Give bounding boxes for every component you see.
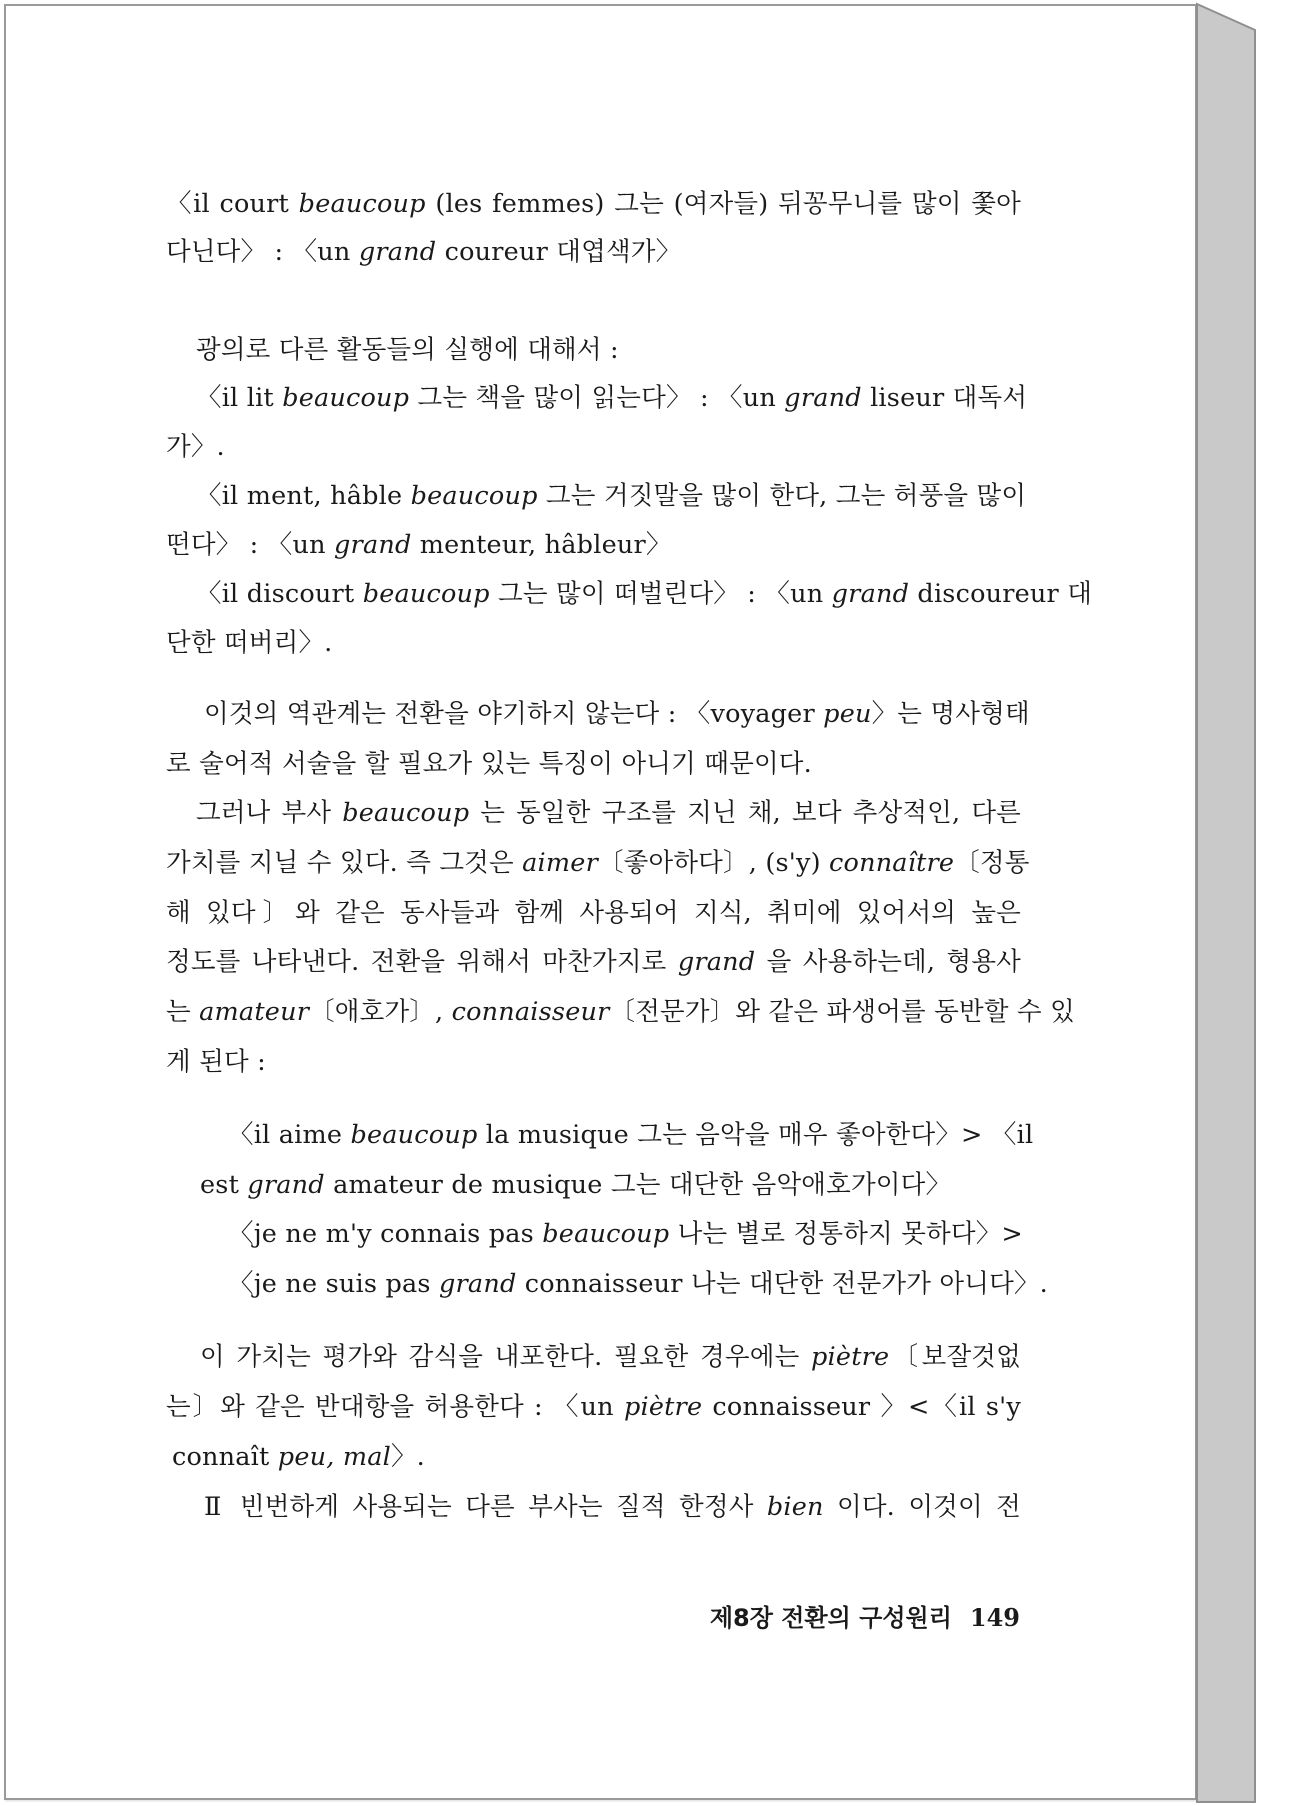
text-line: 〈il aime beaucoup la musique 그는 음악을 매우 좋아한다〉> 〈il xyxy=(228,1120,1034,1150)
text-line: 이 가치는 평가와 감식을 내포한다. 필요한 경우에는 piètre〔보잘것없 xyxy=(200,1342,1021,1372)
text-line: 단한 떠버리〉. xyxy=(166,628,333,658)
chapter-title: 제8장 전환의 구성원리 xyxy=(709,1604,952,1632)
text-line: 이것의 역관계는 전환을 야기하지 않는다 : 〈voyager peu〉는 명사형태 xyxy=(204,699,1030,729)
text-line: 그러나 부사 beaucoup 는 동일한 구조를 지닌 채, 보다 추상적인, 다른 xyxy=(196,798,1021,828)
text-line: 다닌다〉 : 〈un grand coureur 대엽색가〉 xyxy=(166,237,682,267)
text-line: est grand amateur de musique 그는 대단한 음악애호가이다〉 xyxy=(200,1170,952,1200)
text-line: 가〉. xyxy=(166,432,225,462)
text-line: 정도를 나타낸다. 전환을 위해서 마찬가지로 grand 을 사용하는데, 형용사 xyxy=(166,947,1021,977)
page-number: 149 xyxy=(969,1603,1020,1632)
text-line: 는〕와 같은 반대항을 허용한다 : 〈un piètre connaisseur 〉<〈il s'y xyxy=(166,1392,1021,1422)
text-line: 광의로 다른 활동들의 실행에 대해서 : xyxy=(196,335,619,365)
text-line: 〈je ne suis pas grand connaisseur 나는 대단한 전문가가 아니다〉. xyxy=(228,1269,1048,1299)
text-line: 〈il ment, hâble beaucoup 그는 거짓말을 많이 한다, 그는 허풍을 많이 xyxy=(196,481,1027,511)
text-line: 는 amateur〔애호가〕, connaisseur〔전문가〕와 같은 파생어를 동반할 수 있 xyxy=(166,997,1075,1027)
text-line: 〈je ne m'y connais pas beaucoup 나는 별로 정통하지 못하다〉> xyxy=(228,1219,1023,1249)
page-footer xyxy=(660,1598,1020,1633)
text-line: 〈il lit beaucoup 그는 책을 많이 읽는다〉 : 〈un grand liseur 대독서 xyxy=(196,383,1028,413)
text-line: 〈il discourt beaucoup 그는 많이 떠벌린다〉 : 〈un grand discoureur 대 xyxy=(196,579,1093,609)
text-line: 게 된다 : xyxy=(166,1047,266,1077)
text-line: 가치를 지닐 수 있다. 즉 그것은 aimer〔좋아하다〕, (s'y) connaître〔정통 xyxy=(166,848,1030,878)
text-line: 〈il court beaucoup (les femmes) 그는 (여자들) 뒤꽁무니를 많이 쫓아 xyxy=(166,189,1021,219)
text-line: connaît peu, mal〉. xyxy=(172,1442,425,1472)
text-line: Ⅱ 빈번하게 사용되는 다른 부사는 질적 한정사 bien 이다. 이것이 전 xyxy=(204,1492,1021,1522)
text-line: 로 술어적 서술을 할 필요가 있는 특징이 아니기 때문이다. xyxy=(166,749,812,779)
text-line: 떤다〉 : 〈un grand menteur, hâbleur〉 xyxy=(166,530,672,560)
text-line: 해 있다〕와 같은 동사들과 함께 사용되어 지식, 취미에 있어서의 높은 xyxy=(166,898,1021,928)
